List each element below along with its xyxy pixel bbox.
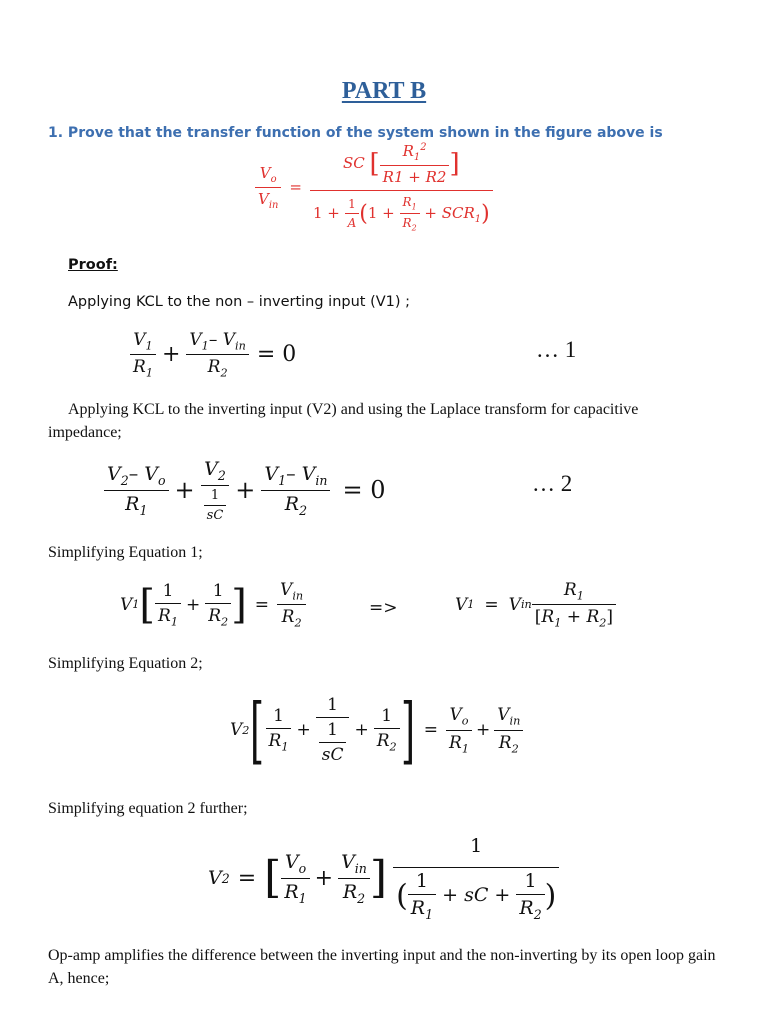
v2-expression: V 2 = [ $V_o$ $R_1$ + $V_{in}$ $R_2$ ] 1 ( $\frac{1}{R_1}$ + sC + $\frac{1}{R_2}$ ) <box>208 835 559 922</box>
kcl-noninverting-text: Applying KCL to the non – inverting input (V1) ; <box>68 294 411 310</box>
question-text: 1. Prove that the transfer function of the system shown in the figure above is <box>48 125 663 141</box>
equation-2: $V_2-$ $V_o$ $R_1$ + $\frac{V_2}{\frac{1}{sC}}$ + $V_1-$ $V_{in}$ $R_2$ = 0 <box>104 458 386 523</box>
proof-label: Proof: <box>68 257 118 273</box>
simplify-eq1-text: Simplifying Equation 1; <box>48 544 203 561</box>
implies-arrow: => <box>369 598 398 618</box>
opamp-text: Op-amp amplifies the difference between the inverting input and the non-inverting by its open loop gain A, hence; <box>48 947 716 987</box>
simplified-equation-2: V 2 [ 1 $R_1$ + $\frac{1}{\frac{1}{sC}}$ + $\frac{1}{R_2}$ ] = $\frac{V_o}{R_1}$ + $V_{in}$ $R_2$ <box>230 690 523 770</box>
kcl-inverting-text: Applying KCL to the inverting input (V2) and using the Laplace transform for capacitive impedance; <box>48 401 639 441</box>
simplify-eq2-text: Simplifying Equation 2; <box>48 655 203 672</box>
transfer-function: $V_o$ $V_{in}$ = SC [ $\frac{R_1^2}{R1 + R2}$ ] 1 + $\frac{1}{A}$ (1 + $\frac{R_1}{R_2}$ + $SCR_1$) <box>255 142 493 233</box>
simplify-eq2-further-text: Simplifying equation 2 further; <box>48 800 248 817</box>
equation-1-label: … 1 <box>536 337 577 362</box>
simplified-equation-1: V 1 [ 1 $R_1$ + $\frac{1}{R_2}$ ] = $V_{in}$ $R_2$ <box>120 580 306 630</box>
v1-solution: V 1 = V in $R_1$ $[R_1 + R_2]$ <box>455 580 616 630</box>
equation-2-label: … 2 <box>532 471 573 496</box>
page-title: PART B <box>341 78 427 104</box>
equation-1: $V_1$ $R_1$ + $V_1-$ $V_{in}$ $R_2$ = 0 <box>130 330 296 380</box>
